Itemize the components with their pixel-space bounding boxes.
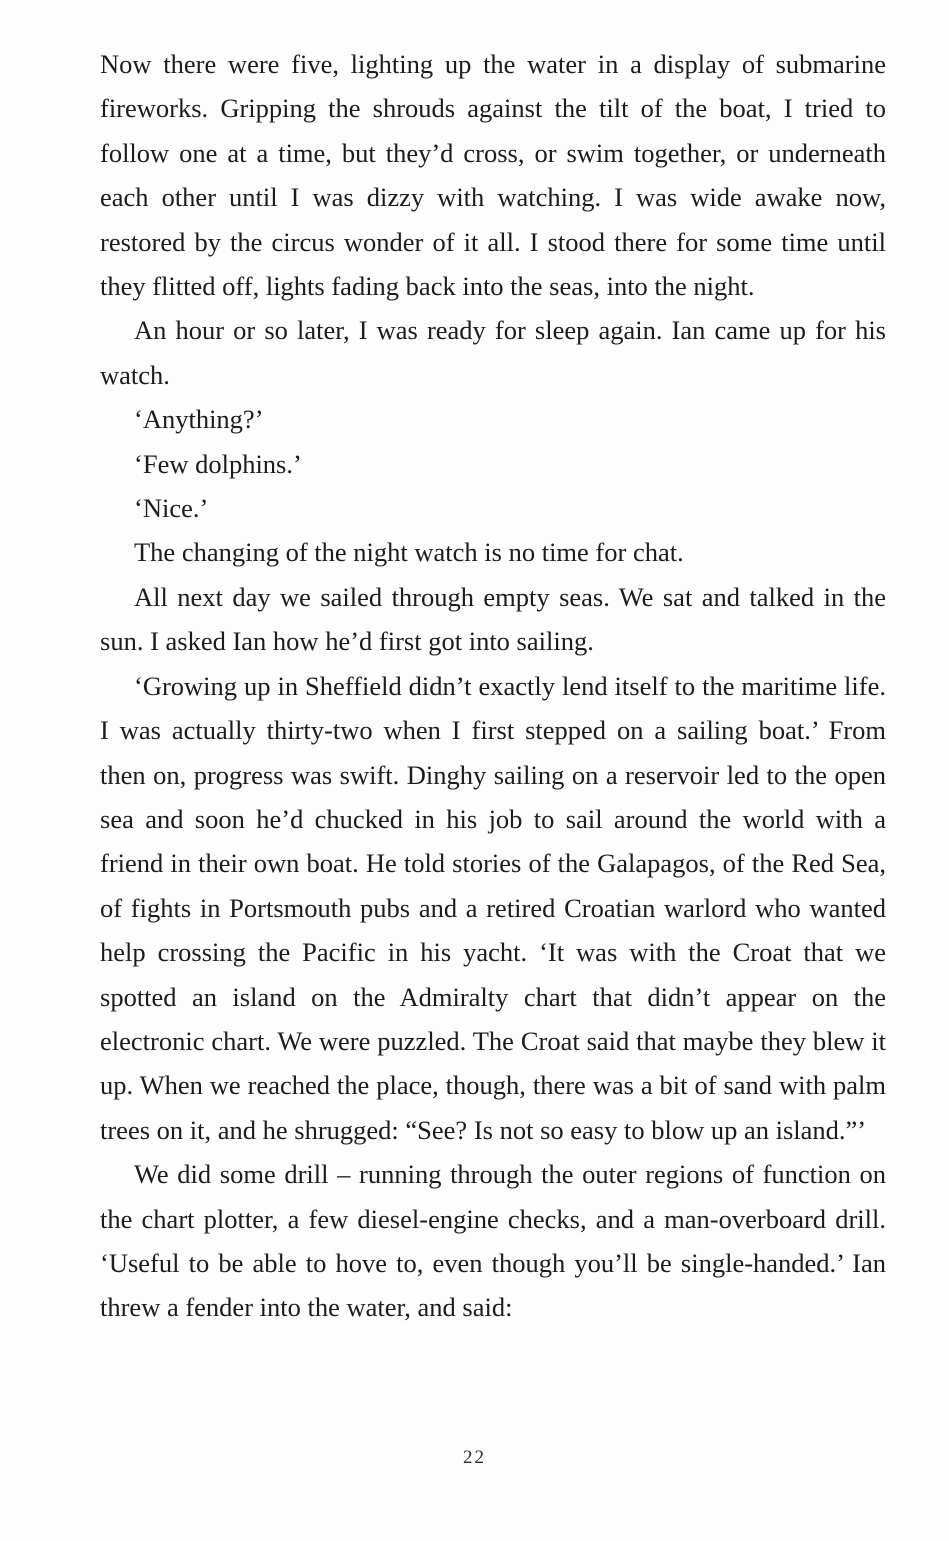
dialogue-nice: ‘Nice.’ xyxy=(134,493,209,524)
paragraph-night-watch: The changing of the night watch is no time for chat. xyxy=(134,537,684,568)
dialogue-few-dolphins: ‘Few dolphins.’ xyxy=(134,448,302,479)
dialogue-anything: ‘Anything?’ xyxy=(134,404,264,435)
paragraph-drill: We did some drill – running through the outer regions of function on the chart plotter, a few diesel-engine checks, and a man-overboard drill. ‘Useful to be able to hove to, even though you’ll be single-handed.’ Ian threw a fender into the water, and said: xyxy=(100,1159,886,1323)
paragraph-sheffield: ‘Growing up in Sheffield didn’t exactly lend itself to the maritime life. I was actually thirty-two when I first stepped on a sailing boat.’ From then on, progress was swift. Dinghy sailing on a reservoir led to the open sea and soon he’d chucked in his job to sail around the world with a friend in their own boat. He told stories of the Galapagos, of the Red Sea, of fights in Portsmouth pubs and a retired Croatian warlord who wanted help crossing the Pacific in his yacht. ‘It was with the Croat that we spotted an island on the Admiralty chart that didn’t appear on the electronic chart. We were puzzled. The Croat said that maybe they blew it up. When we reached the place, though, there was a bit of sand with palm trees on it, and he shrugged: “See? Is not so easy to blow up an island.”’ xyxy=(100,670,886,1145)
page-number: 22 xyxy=(463,1447,486,1468)
body-text xyxy=(100,42,886,1330)
paragraph-hour-later: An hour or so later, I was ready for sleep again. Ian came up for his watch. xyxy=(100,315,886,390)
paragraph-fireworks: Now there were five, lighting up the water in a display of submarine fireworks. Gripping the shrouds against the tilt of the boat, I tried to follow one at a time, but they’d cross, or swim together, or underneath each other until I was dizzy with watching. I was wide awake now, restored by the circus wonder of it all. I stood there for some time until they flitted off, lights fading back into the seas, into the night. xyxy=(100,49,886,302)
paragraph-empty-seas: All next day we sailed through empty seas. We sat and talked in the sun. I asked Ian how he’d first got into sailing. xyxy=(100,581,886,657)
